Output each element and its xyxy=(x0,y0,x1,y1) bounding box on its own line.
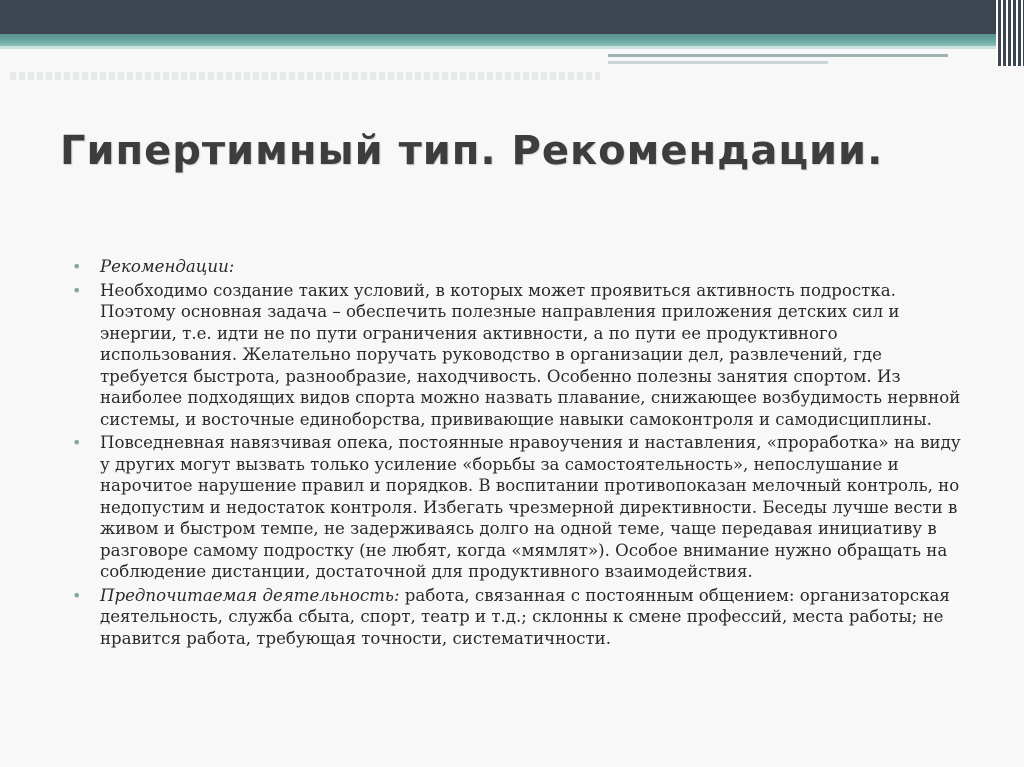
slide-title: Гипертимный тип. Рекомендации. xyxy=(60,128,884,174)
bullet-text: работа, связанная с постоянным общением: организаторская деятельность, служба сбыта, спорт, театр и т.д.; склонны к смене профессий, места работы; не нравится работа, требующая точности, систематичности. xyxy=(100,585,950,648)
list-item xyxy=(72,280,967,431)
list-item xyxy=(72,432,967,583)
list-item xyxy=(72,256,967,278)
bullet-lead: Предпочитаемая деятельность: xyxy=(100,585,400,605)
bullet-text: Повседневная навязчивая опека, постоянные нравоучения и наставления, «проработка» на виду у других могут вызвать только усиление «борьбы за самостоятельность», непослушание и нарочитое нарушение правил и порядков. В воспитании противопоказан мелочный контроль, но недопустим и недостаток контроля. Избегать чрезмерной директивности. Беседы лучше вести в живом и быстром темпе, не задерживаясь долго на одной теме, чаще передавая инициативу в разговоре самому подростку (не любят, когда «мямлят»). Особое внимание нужно обращать на соблюдение дистанции, достаточной для продуктивного взаимодействия. xyxy=(100,433,961,581)
decor-stripe xyxy=(608,61,828,64)
top-accent-bar xyxy=(0,34,1000,46)
bullet-icon: • xyxy=(72,585,82,605)
list-item xyxy=(72,585,967,650)
bullet-text: Необходимо создание таких условий, в которых может проявиться активность подростка. Поэтому основная задача – обеспечить полезные направления приложения детских сил и энергии, т.е. идти не по пути ограничения активности, а по пути ее продуктивного использования. Желательно поручать руководство в организации дел, развлечений, где требуется быстрота, разнообразие, находчивость. Особенно полезны занятия спортом. Из наиболее подходящих видов спорта можно назвать плавание, снижающее возбудимость нервной системы, и восточные единоборства, прививающие навыки самоконтроля и самодисциплины. xyxy=(100,280,961,429)
bullet-icon: • xyxy=(72,280,82,300)
bullet-icon: • xyxy=(72,257,82,276)
bullet-icon: • xyxy=(72,433,82,452)
top-decor-bar xyxy=(0,0,1024,34)
decor-stripe xyxy=(608,54,948,57)
decor-dotted-line xyxy=(10,72,600,80)
right-edge-decor xyxy=(996,0,1024,66)
top-accent-line xyxy=(0,46,1000,49)
bullet-list xyxy=(72,256,967,651)
bullet-lead: Рекомендации: xyxy=(100,257,235,276)
